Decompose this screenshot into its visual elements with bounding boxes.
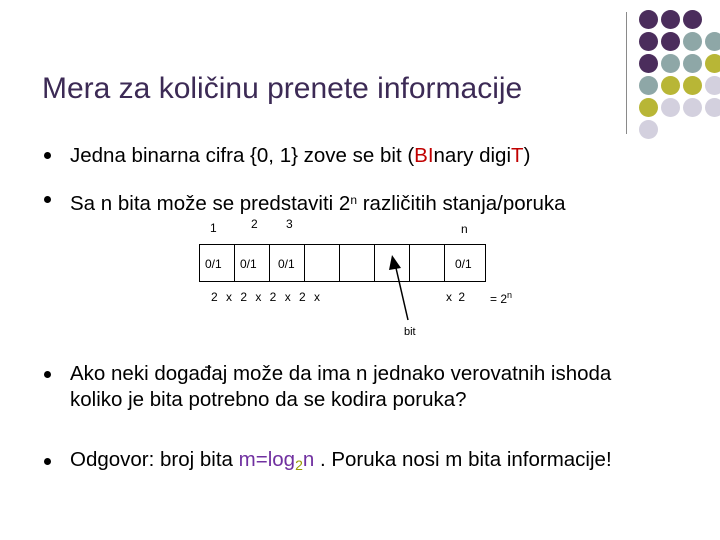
highlight-bi: BI [414,144,434,167]
product-expression: 2 x 2 x 2 x 2 x [211,290,322,304]
bullet-text: Ako neki događaj može da ima n jednako verovatnih ishoda [70,362,612,385]
bullet-text: Odgovor: broj bita [70,448,239,471]
arrow-label-bit: bit [404,326,416,338]
position-label: 3 [286,217,293,231]
bullet-marker [44,371,51,378]
bullet-text: koliko je bita potrebno da se kodira poruka? [70,388,467,411]
bullet-text: različitih stanja/poruka [357,192,566,215]
formula-subscript: 2 [295,457,303,473]
result-text: = 2 [490,292,508,306]
bullet-answer [70,447,612,478]
bit-cell-value: 0/1 [278,257,295,271]
position-label: 2 [251,217,258,231]
bullet-text: Sa n bita može se predstaviti 2 [70,192,351,215]
position-label: 1 [210,221,217,235]
bullet-text: ) [523,144,531,167]
formula-m-log: m=log [238,448,296,471]
superscript-n: n [350,193,358,207]
bit-cell-value: 0/1 [205,257,222,271]
position-label: n [461,222,468,236]
slide-title: Mera za količinu prenete informacije [42,72,523,105]
product-expression-end: x 2 [446,290,466,304]
bit-cell-value: 0/1 [455,257,472,271]
bit-cell-value: 0/1 [240,257,257,271]
highlight-t: T [511,144,524,167]
formula-n: n [302,448,315,471]
bullet-text: . Poruka nosi m bita informacije! [314,448,612,471]
result-superscript: n [507,290,513,300]
bullet-text: Jedna binarna cifra {0, 1} zove se bit ( [70,144,415,167]
bullet-question [70,361,611,413]
bullet-marker [44,458,51,465]
bullet-text: nary digi [433,144,512,167]
